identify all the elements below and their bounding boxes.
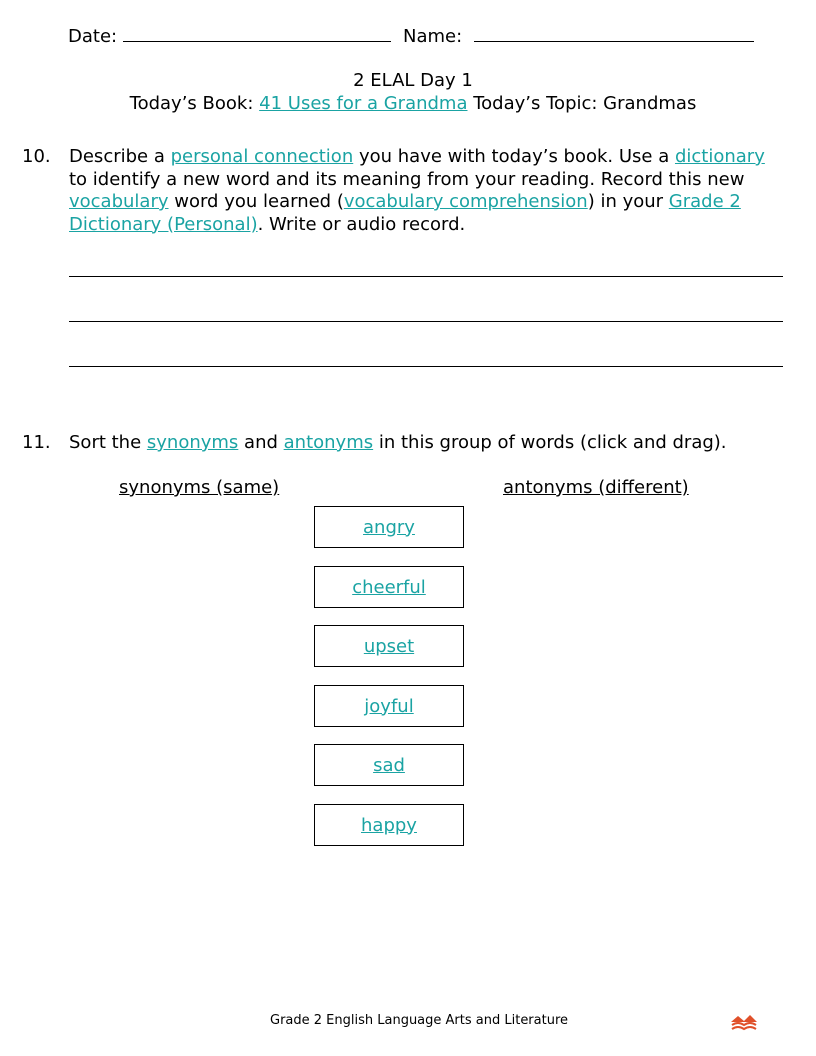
topic-label: Today’s Topic: Grandmas bbox=[473, 93, 697, 114]
word-card-angry[interactable]: angry bbox=[314, 506, 464, 548]
synonyms-column-heading: synonyms (same) bbox=[119, 477, 280, 498]
answer-line-3[interactable] bbox=[69, 366, 783, 367]
vocabulary-link[interactable]: vocabulary bbox=[69, 191, 169, 212]
dictionary-link[interactable]: dictionary bbox=[674, 146, 765, 167]
publisher-logo-icon bbox=[730, 1012, 758, 1032]
footer-text: Grade 2 English Language Arts and Literature bbox=[270, 1013, 569, 1028]
q10-text-1: Describe a bbox=[69, 146, 171, 167]
q10-text-2: you have with today’s book. Use a bbox=[353, 146, 675, 167]
page-title: 2 ELAL Day 1 bbox=[353, 70, 473, 91]
book-label: Today’s Book: bbox=[129, 93, 254, 114]
q10-text-3: to identify a new word and its meaning from your reading. Record this new bbox=[69, 168, 745, 190]
q11-text-3: in this group of words (click and drag). bbox=[373, 432, 727, 453]
date-label: Date: bbox=[68, 26, 118, 47]
answer-line-2[interactable] bbox=[69, 321, 783, 322]
q11-text-2: and bbox=[238, 432, 284, 453]
q10-text-5: ) in your bbox=[587, 191, 669, 212]
date-field[interactable] bbox=[123, 41, 391, 42]
antonyms-link[interactable]: antonyms bbox=[283, 432, 374, 453]
personal-connection-link[interactable]: personal connection bbox=[170, 146, 354, 167]
word-card-upset[interactable]: upset bbox=[314, 625, 464, 667]
word-card-joyful[interactable]: joyful bbox=[314, 685, 464, 727]
question-11-text bbox=[69, 432, 789, 455]
word-card-happy[interactable]: happy bbox=[314, 804, 464, 846]
q10-text-6: . Write or audio record. bbox=[257, 213, 466, 235]
book-link[interactable]: 41 Uses for a Grandma bbox=[259, 93, 468, 114]
name-label: Name: bbox=[403, 26, 463, 47]
name-field[interactable] bbox=[474, 41, 754, 42]
question-10-number: 10. bbox=[22, 146, 51, 167]
book-topic-line bbox=[0, 93, 816, 114]
q11-text-1: Sort the bbox=[69, 432, 147, 453]
question-11-number: 11. bbox=[22, 432, 51, 453]
answer-line-1[interactable] bbox=[69, 276, 783, 277]
date-row bbox=[68, 26, 391, 47]
q10-text-4: word you learned ( bbox=[168, 191, 344, 212]
grade-2-dictionary-link[interactable]: Grade 2 Dictionary (Personal) bbox=[69, 191, 741, 235]
vocabulary-comprehension-link[interactable]: vocabulary comprehension bbox=[343, 191, 588, 212]
word-card-sad[interactable]: sad bbox=[314, 744, 464, 786]
name-row bbox=[403, 26, 754, 47]
synonyms-link[interactable]: synonyms bbox=[146, 432, 239, 453]
word-card-cheerful[interactable]: cheerful bbox=[314, 566, 464, 608]
question-10-text bbox=[69, 146, 769, 236]
antonyms-column-heading: antonyms (different) bbox=[503, 477, 689, 498]
